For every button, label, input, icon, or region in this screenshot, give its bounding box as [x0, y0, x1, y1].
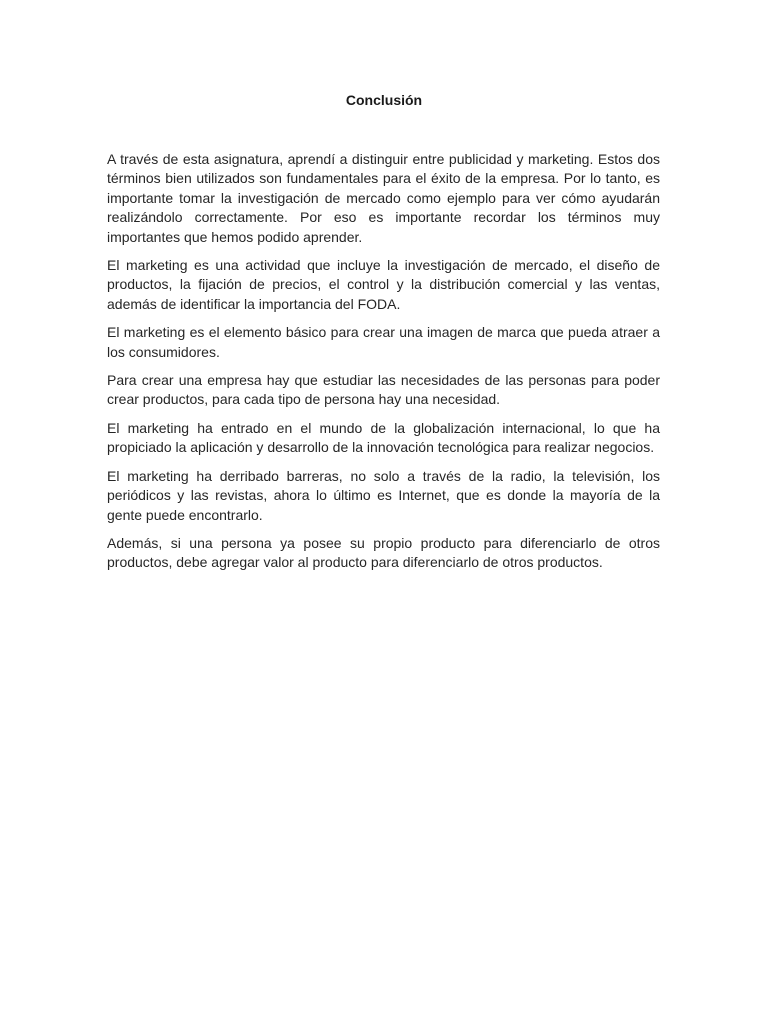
paragraph: El marketing es una actividad que incluye la investigación de mercado, el diseño de productos, la fijación de precios, el control y la distribución comercial y las ventas, además de identificar la importancia del FODA. [107, 257, 660, 312]
page-title: Conclusión [345, 92, 423, 108]
paragraph: Para crear una empresa hay que estudiar las necesidades de las personas para poder crear productos, para cada tipo de persona hay una necesidad. [107, 372, 660, 408]
paragraph: Además, si una persona ya posee su propio producto para diferenciarlo de otros productos, debe agregar valor al producto para diferenciarlo de otros productos. [107, 534, 660, 571]
paragraph: A través de esta asignatura, aprendí a distinguir entre publicidad y marketing. Estos dos términos bien utilizados son fundamentales para el éxito de la empresa. Por lo tanto, es importante tomar la investigación de mercado como ejemplo para ver cómo ayudarán realizándolo correctamente. Por eso es importante recordar los términos muy importantes que hemos podido aprender. [107, 151, 660, 245]
paragraph: El marketing ha entrado en el mundo de la globalización internacional, lo que ha propiciado la aplicación y desarrollo de la innovación tecnológica para realizar negocios. [107, 419, 660, 456]
document-body [107, 150, 660, 582]
paragraph: El marketing es el elemento básico para crear una imagen de marca que pueda atraer a los consumidores. [107, 324, 660, 360]
paragraph: El marketing ha derribado barreras, no solo a través de la radio, la televisión, los periódicos y las revistas, ahora lo último es Internet, que es donde la mayoría de la gente puede encontrarlo. [107, 467, 660, 523]
